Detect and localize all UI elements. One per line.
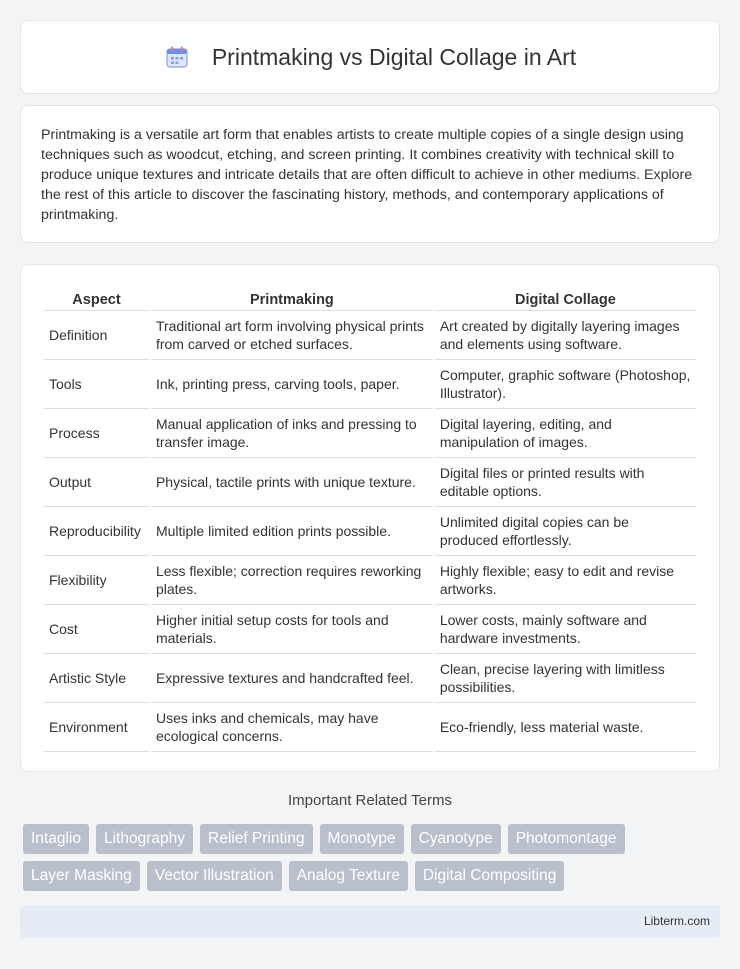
cell-aspect: Output bbox=[44, 458, 149, 507]
comparison-table bbox=[42, 285, 698, 752]
related-term-tag[interactable]: Relief Printing bbox=[200, 824, 313, 854]
header-digital-collage: Digital Collage bbox=[435, 285, 696, 311]
intro-text: Printmaking is a versatile art form that enables artists to create multiple copies of a single design using techniques such as woodcut, etching, and screen printing. It combines creativity with technical skill to produce unique textures and intricate details that are often difficult to achieve in other mediums. Explore the rest of this article to discover the fascinating history, methods, and contemporary applications of printmaking. bbox=[41, 127, 693, 223]
table-row bbox=[44, 360, 696, 409]
cell-printmaking: Expressive textures and handcrafted feel. bbox=[151, 654, 433, 703]
footer bbox=[20, 905, 720, 938]
related-term-tag[interactable]: Analog Texture bbox=[289, 861, 408, 891]
table-row bbox=[44, 458, 696, 507]
related-term-tag[interactable]: Cyanotype bbox=[411, 824, 501, 854]
cell-digital-collage: Art created by digitally layering images and elements using software. bbox=[435, 311, 696, 360]
table-header-row bbox=[44, 285, 696, 311]
related-term-tag[interactable]: Layer Masking bbox=[23, 861, 140, 891]
header-aspect: Aspect bbox=[44, 285, 149, 311]
cell-aspect: Tools bbox=[44, 360, 149, 409]
cell-printmaking: Manual application of inks and pressing to transfer image. bbox=[151, 409, 433, 458]
cell-aspect: Cost bbox=[44, 605, 149, 654]
cell-printmaking: Ink, printing press, carving tools, paper. bbox=[151, 360, 433, 409]
related-term-tag[interactable]: Intaglio bbox=[23, 824, 89, 854]
cell-digital-collage: Highly flexible; easy to edit and revise artworks. bbox=[435, 556, 696, 605]
table-row bbox=[44, 507, 696, 556]
table-row bbox=[44, 703, 696, 752]
cell-printmaking: Traditional art form involving physical prints from carved or etched surfaces. bbox=[151, 311, 433, 360]
cell-printmaking: Multiple limited edition prints possible. bbox=[151, 507, 433, 556]
related-term-tag[interactable]: Digital Compositing bbox=[415, 861, 565, 891]
related-term-tag[interactable]: Monotype bbox=[320, 824, 404, 854]
cell-aspect: Artistic Style bbox=[44, 654, 149, 703]
cell-aspect: Flexibility bbox=[44, 556, 149, 605]
cell-digital-collage: Digital files or printed results with editable options. bbox=[435, 458, 696, 507]
cell-aspect: Environment bbox=[44, 703, 149, 752]
cell-aspect: Process bbox=[44, 409, 149, 458]
cell-aspect: Reproducibility bbox=[44, 507, 149, 556]
related-term-tag[interactable]: Vector Illustration bbox=[147, 861, 282, 891]
related-term-tag[interactable]: Lithography bbox=[96, 824, 193, 854]
cell-digital-collage: Clean, precise layering with limitless possibilities. bbox=[435, 654, 696, 703]
calendar-icon bbox=[164, 44, 190, 70]
cell-digital-collage: Computer, graphic software (Photoshop, Illustrator). bbox=[435, 360, 696, 409]
cell-printmaking: Physical, tactile prints with unique texture. bbox=[151, 458, 433, 507]
cell-digital-collage: Digital layering, editing, and manipulation of images. bbox=[435, 409, 696, 458]
page-title: Printmaking vs Digital Collage in Art bbox=[211, 43, 577, 70]
table-row bbox=[44, 409, 696, 458]
cell-digital-collage: Lower costs, mainly software and hardware investments. bbox=[435, 605, 696, 654]
cell-printmaking: Higher initial setup costs for tools and materials. bbox=[151, 605, 433, 654]
comparison-table-card bbox=[20, 264, 720, 772]
cell-digital-collage: Eco-friendly, less material waste. bbox=[435, 703, 696, 752]
table-row bbox=[44, 556, 696, 605]
cell-digital-collage: Unlimited digital copies can be produced effortlessly. bbox=[435, 507, 696, 556]
cell-printmaking: Uses inks and chemicals, may have ecological concerns. bbox=[151, 703, 433, 752]
table-row bbox=[44, 654, 696, 703]
header-printmaking: Printmaking bbox=[151, 285, 433, 311]
cell-printmaking: Less flexible; correction requires reworking plates. bbox=[151, 556, 433, 605]
table-row bbox=[44, 311, 696, 360]
footer-brand[interactable]: Libterm.com bbox=[643, 914, 710, 928]
table-row bbox=[44, 605, 696, 654]
related-terms-title: Important Related Terms bbox=[288, 792, 452, 809]
related-term-tag[interactable]: Photomontage bbox=[508, 824, 625, 854]
cell-aspect: Definition bbox=[44, 311, 149, 360]
intro-card bbox=[20, 105, 720, 243]
related-terms-list bbox=[23, 824, 723, 891]
header-card bbox=[20, 20, 720, 94]
